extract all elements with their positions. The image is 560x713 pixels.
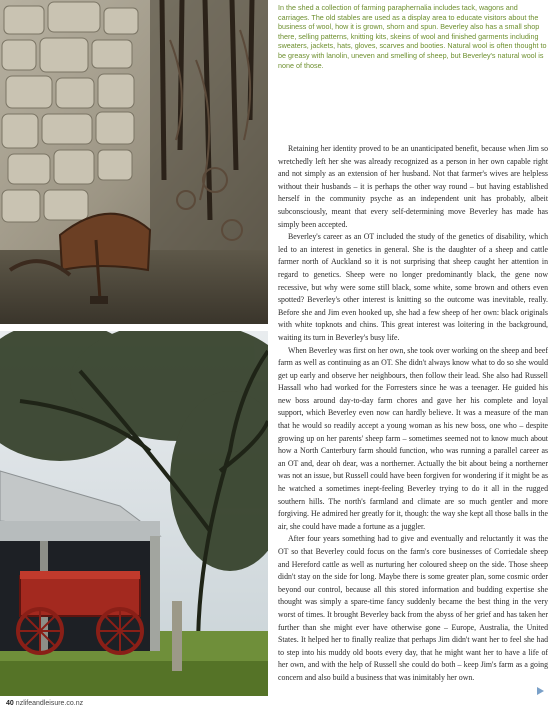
site-url: nzlifeandleisure.co.nz xyxy=(15,700,84,707)
article-body xyxy=(278,143,548,685)
photo-caption: In the shed a collection of farming paraphernalia includes tack, wagons and carriages. The old stables are used as a display area to educate visitors about the business of wool, how it is grown, shorn and spun. Beverley also has a small shop there, selling patterns, knitting kits, skeins of wool and finished garments including sweaters, jackets, hats, gloves, scarves and booties. Natural wool is often thought to be greasy with lanolin, uneven and smelling of sheep, but Beverley's natural wool is none of those. xyxy=(278,3,547,70)
stone-wall-illustration xyxy=(0,0,268,324)
photo-shed-tack xyxy=(0,0,268,324)
next-page-arrow-icon[interactable] xyxy=(537,687,544,695)
wagon-shed-illustration xyxy=(0,331,268,696)
article-paragraph: After four years something had to give and eventually and reluctantly it was the OT so that Beverley could focus on the farm's core businesses of Corriedale sheep and Hereford cattle as well as nurturing her coloured sheep on the side. Those sheep didn't stay on the side for long. Maybe there is some greater plan, some cosmic order beyond our control, because all this stored information and budding expertise she thought was simply a spare-time fancy suddenly became the best thing in the very worst of times. It brought Beverley back from the abyss of her grief and has taken her further than she might ever have otherwise gone – Europe, Australia, the United States. It helped her to finally realize that perhaps Jim didn't want her to feel she had to step into his muddy old boots every day, that he might want her to have a life of her own, and with the help of Russell she could do both – keep Jim's farm as a going concern and also build a business that was inimitably her own. xyxy=(278,534,548,682)
page-number: 40 xyxy=(6,700,14,707)
article-paragraph: Beverley's career as an OT included the study of the genetics of disability, which led to an interest in genetics in general. She is the daughter of a sheep and cattle farmer north of Auckland so it is not surprising that sheep caught her attention in regard to genetics. Sheep were no longer predominantly black, the gene now recessive, but why were some still black, some white, some brown and others even spotted? Beverley's other interest is knitting so the outcome was inevitable, really. Before she and Jim even hooked up, she had a few sheep of her own: black originals with white topknots and chins. This great interest was loitering in the background, waiting its turn in Beverley's busy life. xyxy=(278,232,548,342)
article-paragraph: When Beverley was first on her own, she took over working on the sheep and beef farm as well as continuing as an OT. She didn't always know what to do so she would get up early and observe her neighbours, then follow their lead. She also had Russell Hassall who had worked for the Forresters since he was a teenager. He guided his new boss around day-to-day farm chores and gave her his complete and loyal support, which Beverley even now can hardly believe. It was a measure of the man that he would so readily accept a young woman as his new boss, one who – despite growing up on her parents' sheep farm – sometimes seemed not to know much about how a North Canterbury farm should function, who was running a parallel career as an OT and, dear oh dear, was a northerner. Actually the bit about being a northerner was not an issue, but Russell could have been forgiven for wondering if it might be as he watched a sometimes inept-feeling Beverley trying to do it all in the rugged southern hills. The north's farmland and climate are so much gentler and more forgiving. He admired her greatly for it, though: the way she kept all those balls in the air, she could have made a fortune as a juggler. xyxy=(278,345,548,531)
article-paragraph: Retaining her identity proved to be an unanticipated benefit, because when Jim so wretchedly left her she was already recognized as a person in her own capable right and not simply as an extension of her husband. Not that farmer's wives are helpless without their husbands – it is perhaps the other way round – but having established herself in the community psyche as an independent unit has probably, albeit subconsciously, meant that every self-determining move Beverley has made has simply been accepted. xyxy=(278,144,548,229)
page-footer xyxy=(6,700,83,707)
photo-shed-wagon xyxy=(0,331,268,696)
